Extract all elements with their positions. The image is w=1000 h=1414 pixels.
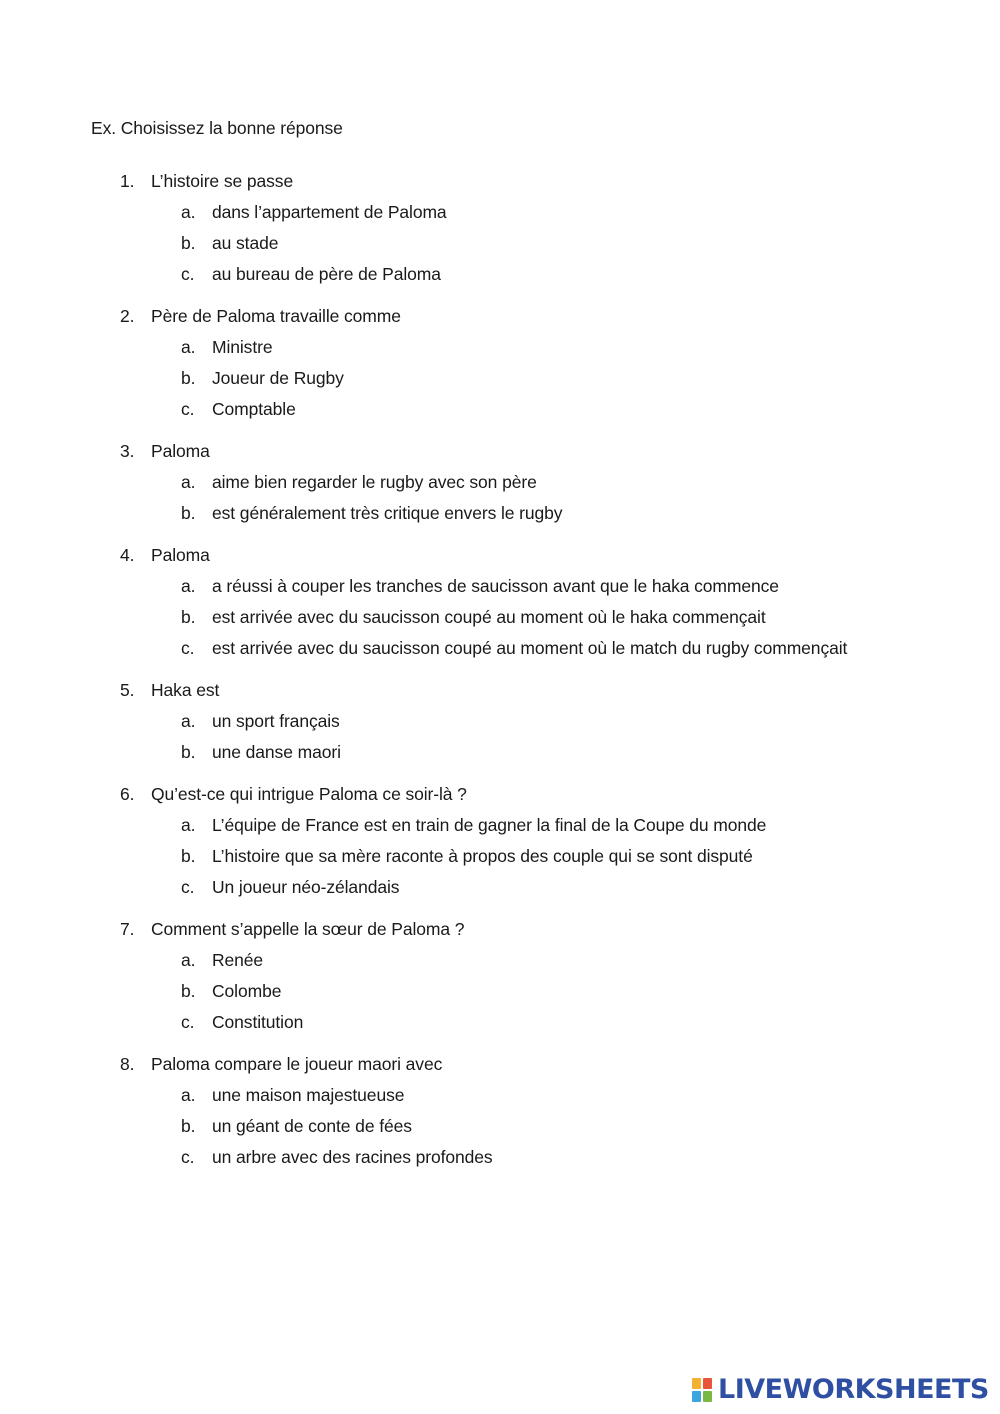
option-letter: c.	[181, 264, 195, 284]
option-letter: b.	[181, 742, 196, 762]
question	[0, 918, 1000, 1042]
question-number: 7.	[120, 919, 135, 939]
exercise-title: Ex. Choisissez la bonne réponse	[91, 118, 343, 138]
option[interactable]	[0, 1084, 1000, 1115]
question-text: Comment s’appelle la sœur de Paloma ?	[151, 919, 465, 939]
option[interactable]	[0, 471, 1000, 502]
option-letter: b.	[181, 607, 196, 627]
option-text: est arrivée avec du saucisson coupé au moment où le match du rugby commençait	[212, 638, 848, 658]
option-letter: b.	[181, 1116, 196, 1136]
option-letter: c.	[181, 1147, 195, 1167]
option[interactable]	[0, 1115, 1000, 1146]
question	[0, 440, 1000, 533]
option[interactable]	[0, 232, 1000, 263]
option-text: un arbre avec des racines profondes	[212, 1147, 493, 1167]
option-text: Ministre	[212, 337, 273, 357]
option[interactable]	[0, 876, 1000, 907]
option[interactable]	[0, 741, 1000, 772]
option-text: aime bien regarder le rugby avec son père	[212, 472, 537, 492]
question	[0, 1053, 1000, 1177]
option-list	[0, 471, 1000, 533]
option-text: Constitution	[212, 1012, 304, 1032]
question-line	[0, 783, 1000, 814]
option-list	[0, 201, 1000, 294]
option-letter: a.	[181, 202, 196, 222]
option[interactable]	[0, 201, 1000, 232]
option-text: Joueur de Rugby	[212, 368, 344, 388]
question-number: 4.	[120, 545, 135, 565]
option[interactable]	[0, 398, 1000, 429]
question-line	[0, 305, 1000, 336]
question	[0, 170, 1000, 294]
question-text: Paloma compare le joueur maori avec	[151, 1054, 443, 1074]
option[interactable]	[0, 980, 1000, 1011]
option[interactable]	[0, 606, 1000, 637]
option-letter: b.	[181, 233, 196, 253]
option-text: Comptable	[212, 399, 296, 419]
option-text: Renée	[212, 950, 264, 970]
option-letter: c.	[181, 877, 195, 897]
option-letter: a.	[181, 472, 196, 492]
option-list	[0, 710, 1000, 772]
liveworksheets-logo[interactable]	[692, 1374, 989, 1406]
question-line	[0, 918, 1000, 949]
option[interactable]	[0, 710, 1000, 741]
question-line	[0, 1053, 1000, 1084]
logo-text: LIVEWORKSHEETS	[718, 1374, 989, 1405]
option[interactable]	[0, 949, 1000, 980]
option-text: un sport français	[212, 711, 340, 731]
option-text: a réussi à couper les tranches de saucisson avant que le haka commence	[212, 576, 779, 596]
option-text: une maison majestueuse	[212, 1085, 405, 1105]
option-text: dans l’appartement de Paloma	[212, 202, 447, 222]
option-letter: a.	[181, 950, 196, 970]
question	[0, 783, 1000, 907]
option[interactable]	[0, 502, 1000, 533]
question-number: 8.	[120, 1054, 135, 1074]
option[interactable]	[0, 845, 1000, 876]
question-line	[0, 170, 1000, 201]
option-text: est arrivée avec du saucisson coupé au moment où le haka commençait	[212, 607, 766, 627]
question-number: 6.	[120, 784, 135, 804]
question-number: 5.	[120, 680, 135, 700]
option[interactable]	[0, 1011, 1000, 1042]
option-letter: a.	[181, 337, 196, 357]
option-letter: a.	[181, 1085, 196, 1105]
option-letter: c.	[181, 1012, 195, 1032]
option-text: Colombe	[212, 981, 282, 1001]
option-list	[0, 575, 1000, 668]
question	[0, 305, 1000, 429]
question-line	[0, 440, 1000, 471]
question-text: Qu’est-ce qui intrigue Paloma ce soir-là ?	[151, 784, 467, 804]
option-list	[0, 336, 1000, 429]
option-text: Un joueur néo-zélandais	[212, 877, 400, 897]
question-line	[0, 679, 1000, 710]
question-text: Haka est	[151, 680, 220, 700]
option-letter: a.	[181, 815, 196, 835]
question-text: Père de Paloma travaille comme	[151, 306, 401, 326]
question-list	[0, 170, 1000, 1188]
question-number: 3.	[120, 441, 135, 461]
option-list	[0, 1084, 1000, 1177]
option-letter: a.	[181, 576, 196, 596]
option-text: au stade	[212, 233, 279, 253]
question-text: L’histoire se passe	[151, 171, 294, 191]
option-text: est généralement très critique envers le rugby	[212, 503, 563, 523]
question	[0, 679, 1000, 772]
option-text: au bureau de père de Paloma	[212, 264, 441, 284]
question-text: Paloma	[151, 441, 210, 461]
option[interactable]	[0, 637, 1000, 668]
option[interactable]	[0, 814, 1000, 845]
option[interactable]	[0, 263, 1000, 294]
option-text: une danse maori	[212, 742, 341, 762]
question-number: 2.	[120, 306, 135, 326]
option-list	[0, 814, 1000, 907]
option-list	[0, 949, 1000, 1042]
option-letter: b.	[181, 503, 196, 523]
question	[0, 544, 1000, 668]
option-letter: a.	[181, 711, 196, 731]
option[interactable]	[0, 575, 1000, 606]
option[interactable]	[0, 336, 1000, 367]
option-letter: c.	[181, 638, 195, 658]
option-text: un géant de conte de fées	[212, 1116, 412, 1136]
option-letter: b.	[181, 368, 196, 388]
option-letter: b.	[181, 981, 196, 1001]
option[interactable]	[0, 367, 1000, 398]
liveworksheets-logo-icon	[692, 1378, 714, 1402]
option-letter: c.	[181, 399, 195, 419]
option-letter: b.	[181, 846, 196, 866]
option-text: L’équipe de France est en train de gagner la final de la Coupe du monde	[212, 815, 767, 835]
option[interactable]	[0, 1146, 1000, 1177]
question-line	[0, 544, 1000, 575]
question-text: Paloma	[151, 545, 210, 565]
question-number: 1.	[120, 171, 135, 191]
option-text: L’histoire que sa mère raconte à propos des couple qui se sont disputé	[212, 846, 753, 866]
